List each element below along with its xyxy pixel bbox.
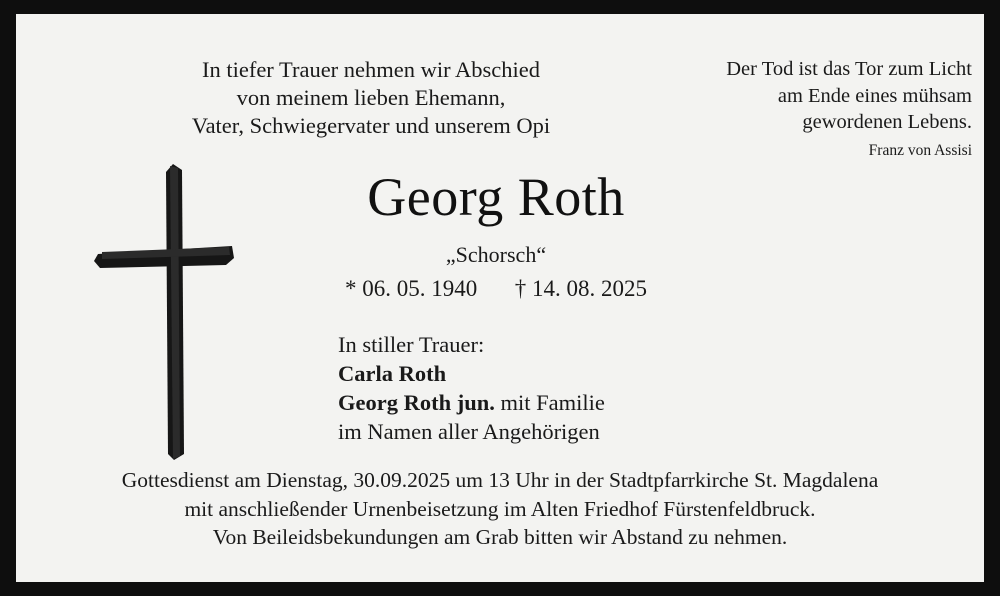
quote-line-3: gewordenen Lebens. (802, 111, 972, 133)
mourner-3: im Namen aller Angehörigen (338, 419, 600, 444)
birth-date: * 06. 05. 1940 (345, 276, 478, 301)
obituary-top-section (16, 14, 984, 454)
death-date: † 14. 08. 2025 (514, 276, 647, 301)
service-line-1: Gottesdienst am Dienstag, 30.09.2025 um 13 Uhr in der Stadtpfarrkirche St. Magdalena (121, 468, 879, 492)
mourners-block (338, 330, 758, 446)
cross-icon (74, 162, 254, 462)
obituary-card (16, 14, 984, 582)
quote-line-2: am Ende eines mühsam (777, 84, 972, 107)
quote-author: Franz von Assisi (868, 141, 972, 159)
mourner-2 (338, 388, 758, 417)
life-dates (261, 276, 731, 302)
deceased-name: Georg Roth (367, 167, 625, 227)
mourner-2-suffix: mit Familie (494, 390, 605, 415)
mourner-1: Carla Roth (338, 361, 447, 386)
mourning-heading: In stiller Trauer: (338, 332, 485, 357)
intro-line-3: Vater, Schwiegervater und unserem Opi (191, 113, 551, 138)
intro-text (136, 56, 606, 140)
service-line-3: Von Beileidsbekundungen am Grab bitten wir Abstand zu nehmen. (212, 525, 788, 549)
service-details (16, 466, 984, 552)
service-line-2: mit anschließender Urnenbeisetzung im Alten Friedhof Fürstenfeldbruck. (184, 496, 816, 521)
quote-block (642, 56, 972, 164)
quote-line-1: Der Tod ist das Tor zum Licht (726, 58, 972, 80)
intro-line-1: In tiefer Trauer nehmen wir Abschied (201, 57, 541, 82)
deceased-nickname: „Schorsch“ (445, 242, 547, 267)
mourner-2-name: Georg Roth jun. (338, 390, 495, 415)
intro-line-2: von meinem lieben Ehemann, (236, 85, 506, 110)
